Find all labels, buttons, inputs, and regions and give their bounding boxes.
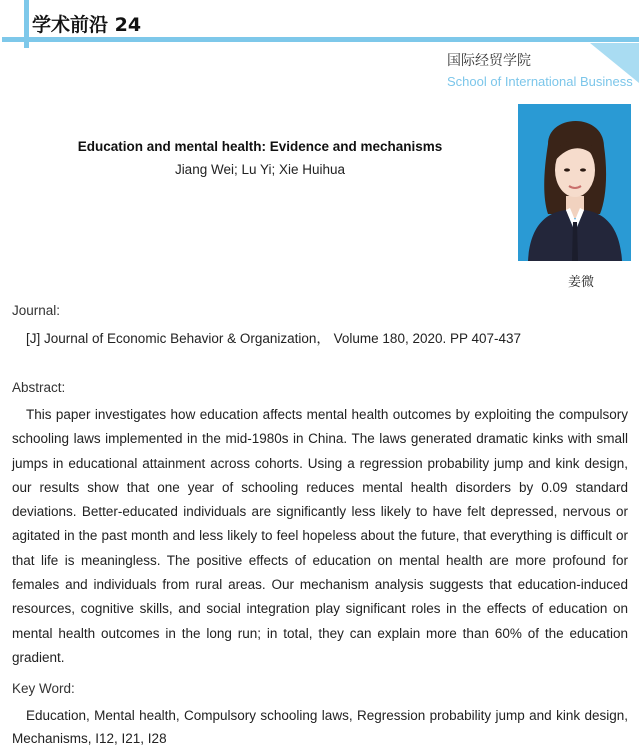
- abstract-label: Abstract:: [12, 380, 66, 395]
- photo-caption: 姜微: [567, 275, 594, 290]
- abstract-body: This paper investigates how education affects mental health outcomes by exploiting the compulsory schooling laws implemented in the mid-1980s in China. The laws generated dramatic kinks with small jumps in educational attainment across cohorts. Using a regression probability jump and kink design, our results show that one year of schooling reduces mental health disorders by 0.09 standard deviations. Better-educated individuals are significantly less likely to have felt depressed, nervous or agitated in the past month and less likely to feel hopeless about the future, that everything is difficult or that life is meaningless. The positive effects of education on mental health are more profound for females and individuals from rural areas. Our mechanism analysis suggests that education-induced resources, cognitive skills, and social integration play significant roles in the effects of education on mental health outcomes in the long run; in total, they can explain more than 60% of the education gradient.: [12, 407, 628, 665]
- header-divider: [2, 37, 639, 42]
- paper-title: Education and mental health: Evidence and mechanisms: [77, 139, 443, 154]
- journal-citation: [J] Journal of Economic Behavior & Organization， Volume 180, 2020. PP 407-437: [26, 331, 522, 346]
- author-photo: [518, 104, 631, 261]
- portrait-image: [518, 104, 631, 261]
- keywords-label: Key Word:: [12, 681, 75, 696]
- paper-authors: Jiang Wei; Lu Yi; Xie Huihua: [174, 162, 346, 177]
- keywords-body: Education, Mental health, Compulsory schooling laws, Regression probability jump and kink design, Mechanisms, I12, I21, I28: [12, 708, 628, 746]
- school-name-en: School of International Business: [447, 74, 633, 89]
- page-title: 学术前沿 24: [32, 14, 142, 36]
- school-name-cn: 国际经贸学院: [447, 53, 531, 69]
- journal-label: Journal:: [12, 303, 61, 318]
